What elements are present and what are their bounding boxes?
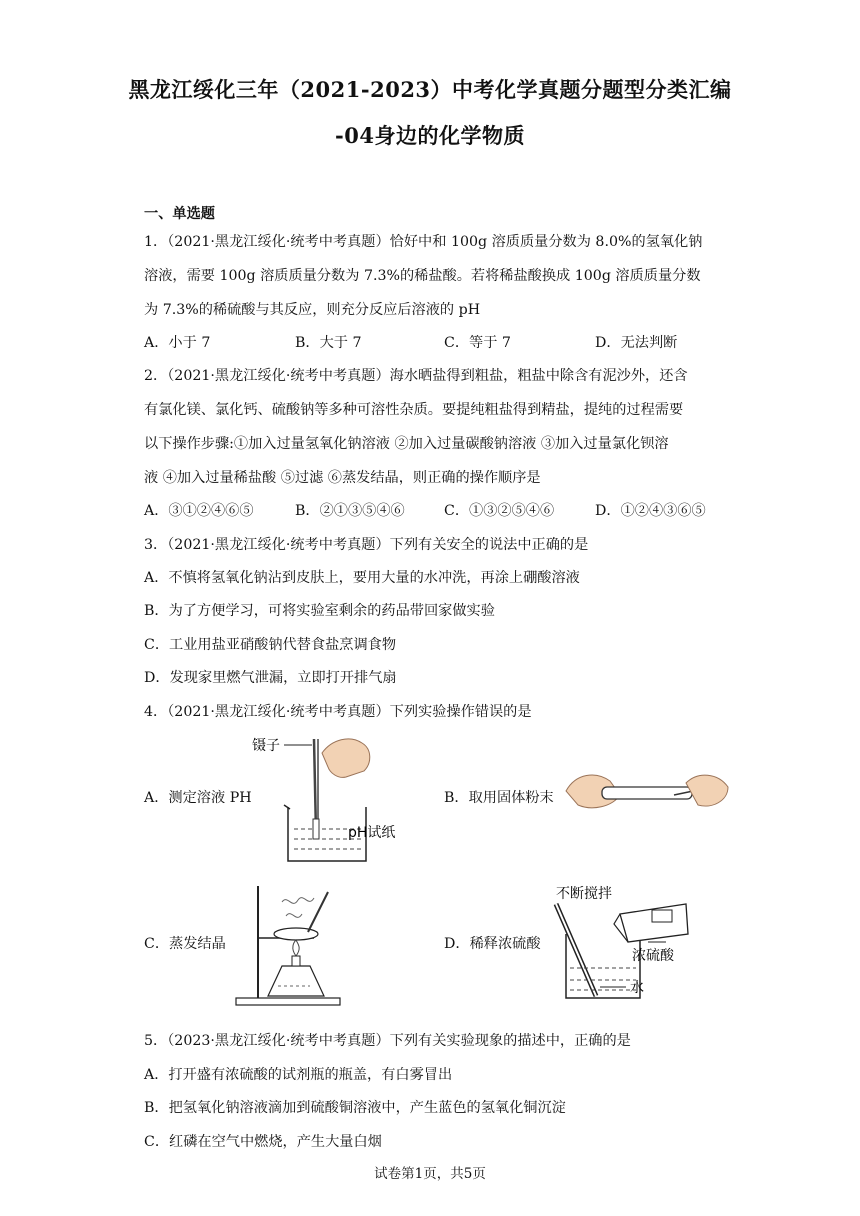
q4-option-d: D．稀释浓硫酸 (444, 936, 541, 952)
q3-option-b: B．为了方便学习，可将实验室剩余的药品带回家做实验 (144, 603, 495, 619)
q5-option-c: C．红磷在空气中燃烧，产生大量白烟 (144, 1134, 382, 1150)
q1-stem-line2: 溶液，需要 100g 溶质质量分数为 7.3%的稀盐酸。若将稀盐酸换成 100g 溶质质量分数 (144, 268, 701, 284)
q1-stem-line1: 1．（2021·黑龙江绥化·统考中考真题）恰好中和 100g 溶质质量分数为 8.0%的氢氧化钠 (144, 234, 703, 250)
evaporation-figure (230, 882, 350, 1008)
q3-option-a: A．不慎将氢氧化钠沾到皮肤上，要用大量的水冲洗，再涂上硼酸溶液 (144, 570, 580, 586)
q1-option-c: C．等于 7 (444, 335, 511, 351)
q2-option-c: C．①③②⑤④⑥ (444, 503, 555, 519)
q2-option-b: B．②①③⑤④⑥ (295, 503, 405, 519)
q2-option-d: D．①②④③⑥⑤ (595, 503, 706, 519)
q4-option-c: C．蒸发结晶 (144, 936, 226, 952)
q1-option-b: B．大于 7 (295, 335, 362, 351)
q2-stem-line2: 有氯化镁、氯化钙、硫酸钠等多种可溶性杂质。要提纯粗盐得到精盐，提纯的过程需要 (144, 402, 684, 418)
stir-label: 不断搅拌 (556, 886, 612, 902)
ph-test-figure (250, 733, 410, 865)
q3-option-c: C．工业用盐亚硝酸钠代替食盐烹调食物 (144, 637, 397, 653)
water-label: 水 (630, 980, 644, 996)
q2-stem-line3: 以下操作步骤:①加入过量氢氧化钠溶液 ②加入过量碳酸钠溶液 ③加入过量氯化钡溶 (144, 436, 669, 452)
q1-stem-line3: 为 7.3%的稀硫酸与其反应，则充分反应后溶液的 pH (144, 302, 481, 318)
q2-option-a: A．③①②④⑥⑤ (144, 503, 254, 519)
q3-option-d: D．发现家里燃气泄漏，立即打开排气扇 (144, 670, 397, 686)
doc-title-line1: 黑龙江绥化三年（2021-2023）中考化学真题分题型分类汇编 (128, 77, 732, 102)
q1-option-d: D．无法判断 (595, 335, 678, 351)
section-heading: 一、单选题 (144, 206, 215, 222)
q5-stem: 5．（2023·黑龙江绥化·统考中考真题）下列有关实验现象的描述中，正确的是 (144, 1033, 631, 1049)
q4-stem: 4．（2021·黑龙江绥化·统考中考真题）下列实验操作错误的是 (144, 704, 532, 720)
q2-stem-line4: 液 ④加入过量稀盐酸 ⑤过滤 ⑥蒸发结晶，则正确的操作顺序是 (144, 470, 541, 486)
page-footer: 试卷第1页，共5页 (374, 1166, 486, 1182)
q1-option-a: A．小于 7 (144, 335, 211, 351)
q5-option-b: B．把氢氧化钠溶液滴加到硫酸铜溶液中，产生蓝色的氢氧化铜沉淀 (144, 1100, 566, 1116)
dilution-figure (548, 884, 698, 1002)
q5-option-a: A．打开盛有浓硫酸的试剂瓶的瓶盖，有白雾冒出 (144, 1067, 453, 1083)
doc-title-line2: -04身边的化学物质 (335, 123, 525, 148)
tweezers-label: 镊子 (252, 738, 280, 754)
q2-stem-line1: 2．（2021·黑龙江绥化·统考中考真题）海水晒盐得到粗盐，粗盐中除含有泥沙外，还含 (144, 368, 688, 384)
q3-stem: 3．（2021·黑龙江绥化·统考中考真题）下列有关安全的说法中正确的是 (144, 537, 589, 553)
ph-paper-label: pH试纸 (348, 825, 396, 841)
acid-label: 浓硫酸 (632, 948, 674, 964)
powder-figure (562, 765, 732, 821)
q4-option-b: B．取用固体粉末 (444, 790, 554, 806)
q4-option-a: A．测定溶液 PH (144, 790, 252, 806)
